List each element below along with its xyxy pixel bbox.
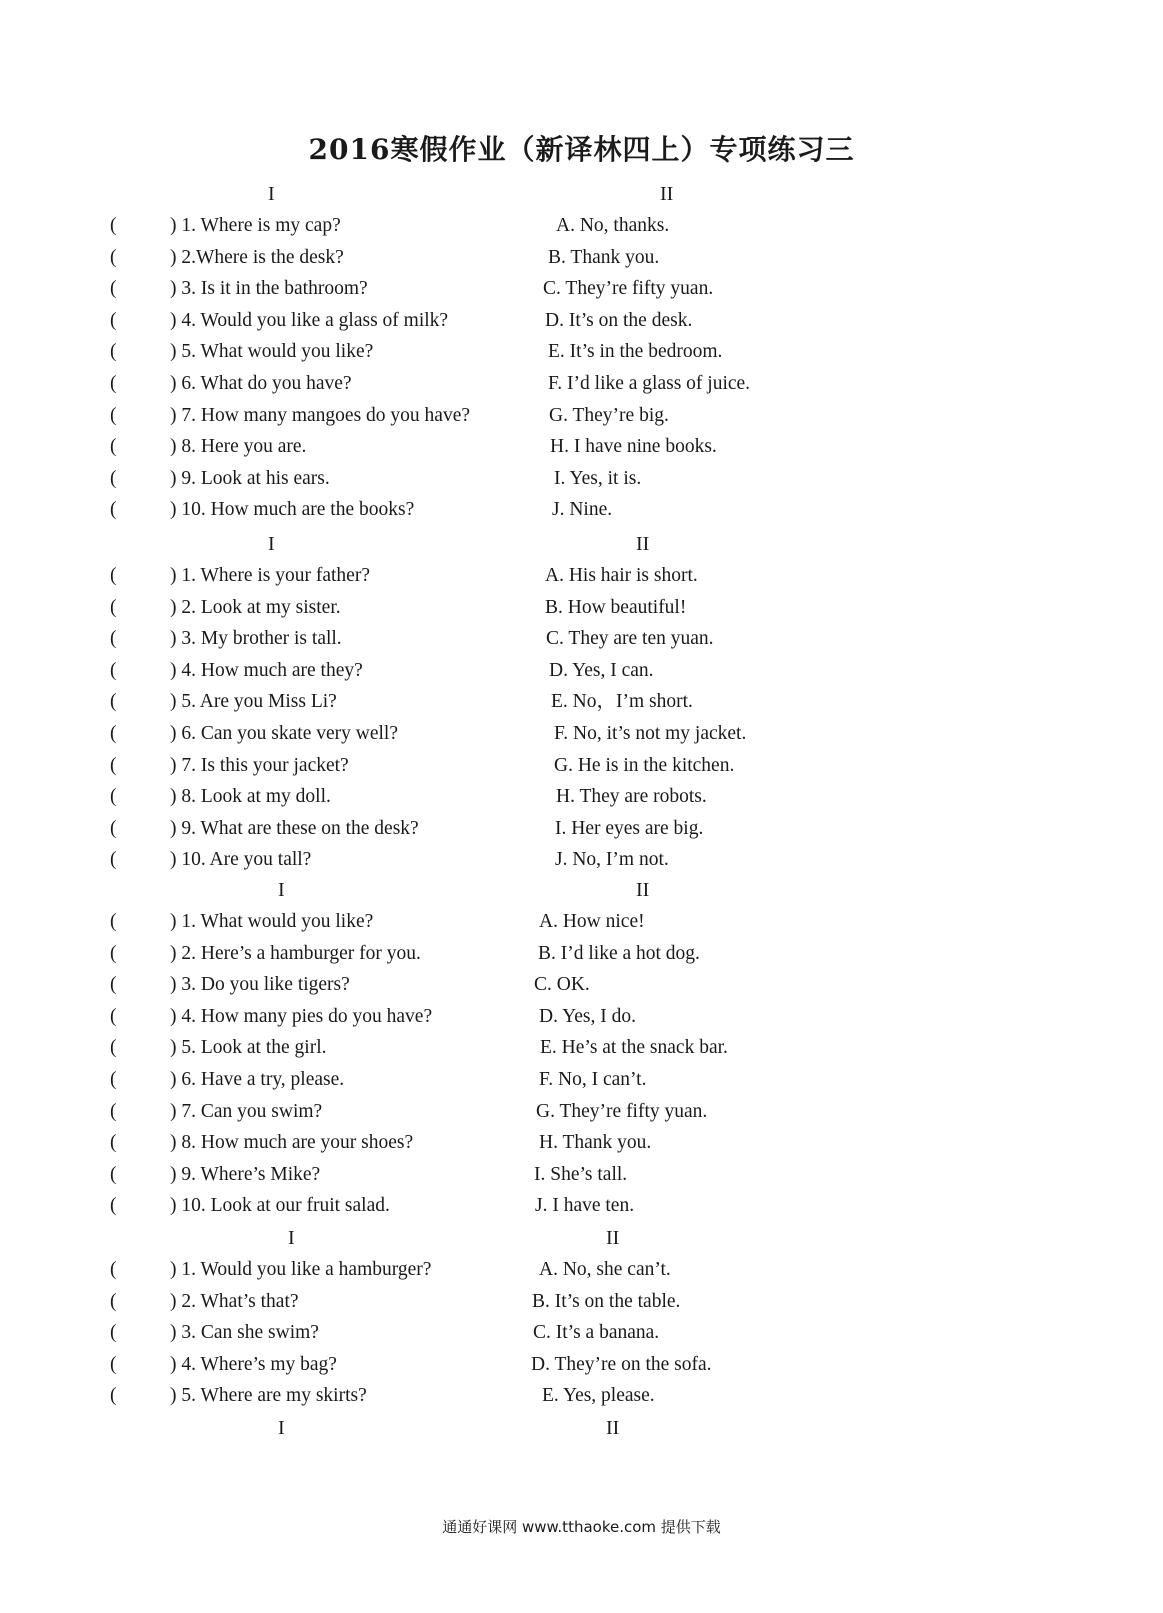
- question-text: ) 4. Where’s my bag?: [170, 1353, 337, 1375]
- answer-option: B. Thank you.: [548, 246, 660, 268]
- answer-blank-open: (: [110, 404, 117, 426]
- answer-blank-open: (: [110, 499, 117, 521]
- answer-option: B. I’d like a hot dog.: [538, 942, 700, 964]
- answer-blank-open: (: [110, 817, 117, 839]
- answer-blank-open: (: [110, 1385, 117, 1407]
- question-text: ) 7. How many mangoes do you have?: [170, 404, 471, 426]
- question-text: ) 3. Can she swim?: [170, 1322, 319, 1344]
- matching-row: [0, 1194, 1163, 1226]
- matching-row: [0, 659, 1163, 691]
- question-text: ) 2.Where is the desk?: [170, 246, 344, 268]
- answer-option: H. I have nine books.: [550, 436, 717, 458]
- matching-row: [0, 754, 1163, 786]
- matching-row: [0, 722, 1163, 754]
- answer-blank-open: (: [110, 786, 117, 808]
- answer-option: I. She’s tall.: [534, 1163, 628, 1185]
- answer-blank-open: (: [110, 849, 117, 871]
- question-text: ) 1. Would you like a hamburger?: [170, 1259, 432, 1280]
- matching-row: [0, 498, 1163, 530]
- matching-row: [0, 596, 1163, 628]
- matching-row: [0, 246, 1163, 278]
- matching-row: [0, 1290, 1163, 1322]
- matching-row: [0, 435, 1163, 467]
- column-header-2: II: [606, 1417, 620, 1439]
- matching-row: [0, 1068, 1163, 1100]
- matching-row: [0, 340, 1163, 372]
- answer-option: D. They’re on the sofa.: [531, 1353, 712, 1375]
- answer-option: J. I have ten.: [535, 1195, 635, 1217]
- question-text: ) 9. What are these on the desk?: [170, 817, 419, 839]
- question-text: ) 8. Here you are.: [170, 436, 307, 458]
- matching-row: [0, 467, 1163, 499]
- answer-blank-open: (: [110, 1259, 117, 1280]
- column-header-1: I: [288, 1227, 295, 1249]
- answer-option: I. Her eyes are big.: [555, 817, 704, 839]
- question-text: ) 4. How many pies do you have?: [170, 1005, 433, 1027]
- answer-blank-open: (: [110, 974, 117, 996]
- question-text: ) 1. Where is your father?: [170, 565, 370, 586]
- answer-option: J. No, I’m not.: [555, 849, 669, 871]
- column-header-1: I: [268, 533, 275, 555]
- question-text: ) 5. What would you like?: [170, 341, 374, 363]
- question-text: ) 1. Where is my cap?: [170, 215, 341, 236]
- question-text: ) 3. Do you like tigers?: [170, 974, 350, 996]
- answer-option: A. No, thanks.: [556, 215, 670, 236]
- column-header-1: I: [278, 879, 285, 901]
- matching-row: [0, 1100, 1163, 1132]
- column-header-2: II: [606, 1227, 620, 1249]
- answer-blank-open: (: [110, 565, 117, 586]
- answer-blank-open: (: [110, 1290, 117, 1312]
- answer-option: E. It’s in the bedroom.: [548, 341, 723, 363]
- matching-row: [0, 627, 1163, 659]
- answer-option: C. They’re fifty yuan.: [543, 278, 714, 300]
- column-header-2: II: [660, 183, 674, 205]
- matching-row: [0, 690, 1163, 722]
- answer-blank-open: (: [110, 1069, 117, 1090]
- column-header-2: II: [636, 533, 650, 555]
- matching-row: [0, 277, 1163, 309]
- answer-blank-open: (: [110, 596, 117, 618]
- answer-option: E. No，I’m short.: [551, 691, 693, 713]
- question-text: ) 8. How much are your shoes?: [170, 1132, 414, 1154]
- matching-row: [0, 1353, 1163, 1385]
- answer-blank-open: (: [110, 1132, 117, 1154]
- answer-option: C. They are ten yuan.: [546, 628, 714, 650]
- answer-option: F. I’d like a glass of juice.: [548, 373, 751, 394]
- page-title: 2016寒假作业（新译林四上）专项练习三: [308, 133, 855, 166]
- answer-blank-open: (: [110, 309, 117, 331]
- question-text: ) 7. Can you swim?: [170, 1100, 323, 1122]
- question-text: ) 5. Are you Miss Li?: [170, 691, 337, 713]
- answer-blank-open: (: [110, 1353, 117, 1375]
- matching-row: [0, 1131, 1163, 1163]
- answer-blank-open: (: [110, 215, 117, 236]
- answer-option: B. How beautiful!: [545, 596, 687, 618]
- question-text: ) 3. My brother is tall.: [170, 628, 342, 650]
- answer-blank-open: (: [110, 754, 117, 776]
- answer-option: I. Yes, it is.: [554, 467, 642, 489]
- matching-row: [0, 372, 1163, 404]
- answer-option: B. It’s on the table.: [532, 1290, 681, 1312]
- answer-option: E. He’s at the snack bar.: [540, 1037, 728, 1059]
- answer-option: G. They’re big.: [549, 404, 669, 426]
- question-text: ) 9. Where’s Mike?: [170, 1163, 321, 1185]
- matching-row: [0, 1321, 1163, 1353]
- matching-row: [0, 1005, 1163, 1037]
- matching-row: [0, 1036, 1163, 1068]
- question-text: ) 7. Is this your jacket?: [170, 754, 349, 776]
- question-text: ) 2. Here’s a hamburger for you.: [170, 942, 421, 964]
- question-text: ) 4. Would you like a glass of milk?: [170, 309, 449, 331]
- matching-row: [0, 1384, 1163, 1416]
- answer-option: D. Yes, I do.: [539, 1005, 636, 1027]
- column-header-2: II: [636, 879, 650, 901]
- answer-blank-open: (: [110, 942, 117, 964]
- matching-row: [0, 564, 1163, 596]
- matching-row: [0, 817, 1163, 849]
- answer-blank-open: (: [110, 467, 117, 489]
- question-text: ) 3. Is it in the bathroom?: [170, 278, 368, 300]
- answer-blank-open: (: [110, 1195, 117, 1217]
- answer-option: A. How nice!: [539, 911, 645, 932]
- answer-option: H. They are robots.: [556, 786, 707, 808]
- question-text: ) 10. How much are the books?: [170, 499, 415, 521]
- matching-row: [0, 910, 1163, 942]
- answer-option: E. Yes, please.: [542, 1385, 655, 1407]
- question-text: ) 2. Look at my sister.: [170, 596, 341, 618]
- answer-option: D. Yes, I can.: [549, 659, 654, 681]
- question-text: ) 5. Where are my skirts?: [170, 1385, 367, 1407]
- answer-option: G. They’re fifty yuan.: [536, 1100, 708, 1122]
- matching-row: [0, 942, 1163, 974]
- question-text: ) 10. Are you tall?: [170, 849, 312, 871]
- answer-blank-open: (: [110, 341, 117, 363]
- question-text: ) 1. What would you like?: [170, 911, 374, 932]
- matching-row: [0, 1258, 1163, 1290]
- answer-blank-open: (: [110, 373, 117, 394]
- answer-blank-open: (: [110, 691, 117, 713]
- answer-blank-open: (: [110, 1037, 117, 1059]
- answer-option: A. No, she can’t.: [539, 1259, 671, 1280]
- answer-blank-open: (: [110, 911, 117, 932]
- answer-blank-open: (: [110, 278, 117, 300]
- answer-blank-open: (: [110, 659, 117, 681]
- answer-option: A. His hair is short.: [545, 565, 698, 586]
- matching-row: [0, 973, 1163, 1005]
- footer-note: 通通好课网 www.tthaoke.com 提供下载: [442, 1518, 721, 1536]
- question-text: ) 6. Can you skate very well?: [170, 723, 398, 744]
- matching-row: [0, 848, 1163, 880]
- question-text: ) 4. How much are they?: [170, 659, 363, 681]
- matching-row: [0, 785, 1163, 817]
- question-text: ) 5. Look at the girl.: [170, 1037, 327, 1059]
- matching-row: [0, 404, 1163, 436]
- answer-blank-open: (: [110, 1322, 117, 1344]
- question-text: ) 9. Look at his ears.: [170, 467, 330, 489]
- answer-blank-open: (: [110, 246, 117, 268]
- answer-blank-open: (: [110, 628, 117, 650]
- answer-option: C. OK.: [534, 974, 590, 996]
- matching-row: [0, 309, 1163, 341]
- answer-blank-open: (: [110, 723, 117, 744]
- answer-blank-open: (: [110, 436, 117, 458]
- question-text: ) 2. What’s that?: [170, 1290, 299, 1312]
- answer-blank-open: (: [110, 1163, 117, 1185]
- question-text: ) 6. Have a try, please.: [170, 1069, 345, 1090]
- column-header-1: I: [268, 183, 275, 205]
- answer-blank-open: (: [110, 1005, 117, 1027]
- answer-option: F. No, it’s not my jacket.: [554, 723, 747, 744]
- question-text: ) 6. What do you have?: [170, 373, 352, 394]
- question-text: ) 8. Look at my doll.: [170, 786, 331, 808]
- answer-option: D. It’s on the desk.: [545, 309, 693, 331]
- answer-option: J. Nine.: [552, 499, 613, 521]
- answer-option: C. It’s a banana.: [533, 1322, 660, 1344]
- answer-option: G. He is in the kitchen.: [554, 754, 735, 776]
- matching-row: [0, 214, 1163, 246]
- column-header-1: I: [278, 1417, 285, 1439]
- answer-option: F. No, I can’t.: [539, 1069, 647, 1090]
- answer-option: H. Thank you.: [539, 1132, 652, 1154]
- matching-row: [0, 1163, 1163, 1195]
- question-text: ) 10. Look at our fruit salad.: [170, 1195, 390, 1217]
- answer-blank-open: (: [110, 1100, 117, 1122]
